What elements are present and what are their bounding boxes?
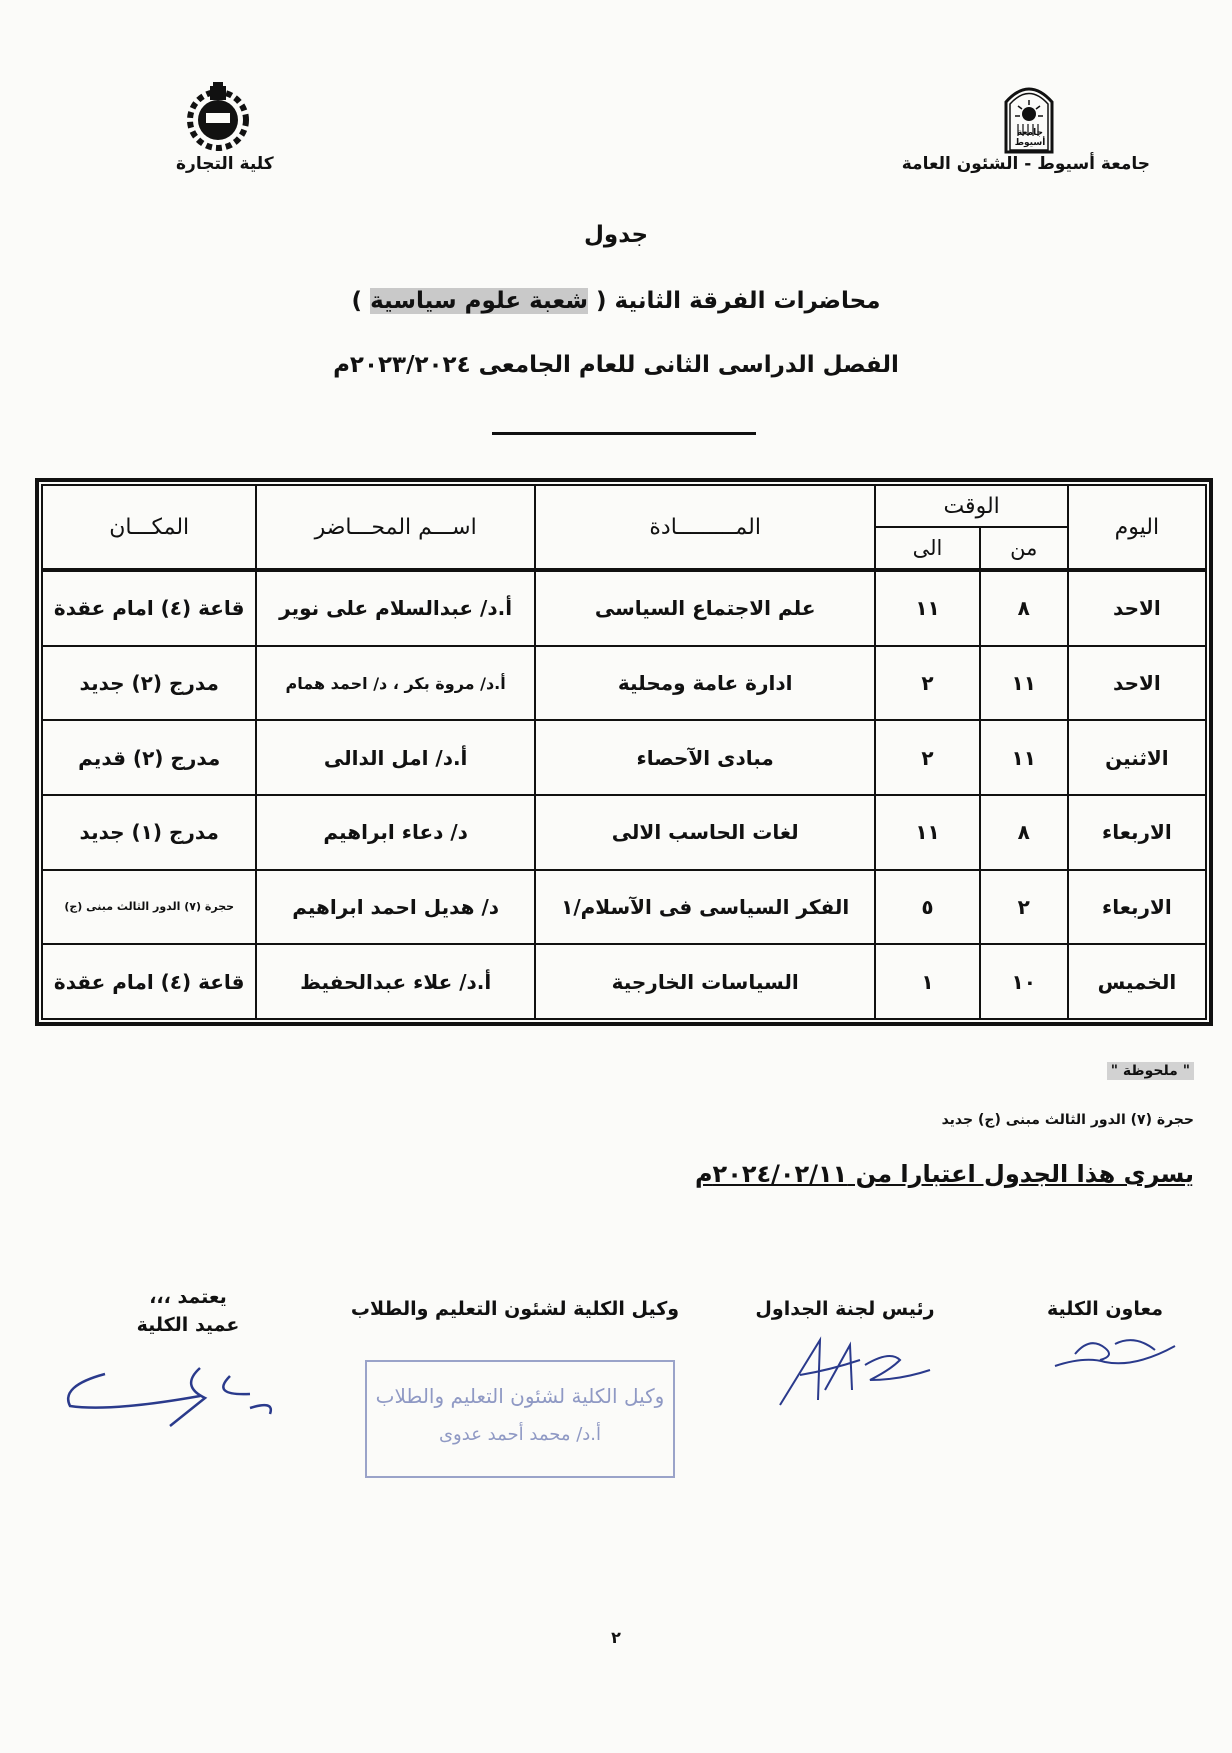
assistant-title: معاون الكلية	[1047, 1298, 1163, 1320]
cell-from: ١١	[980, 720, 1068, 795]
cell-place: قاعة (٤) امام عقدة	[42, 944, 256, 1019]
cell-lecturer: أ.د/ علاء عبدالحفيظ	[256, 944, 534, 1019]
title-divider	[492, 432, 756, 435]
cell-lecturer: د/ هديل احمد ابراهيم	[256, 870, 534, 945]
cell-to: ١١	[875, 570, 979, 646]
assistant-signature	[1045, 1326, 1195, 1376]
table-row	[42, 646, 1206, 721]
cell-lecturer: أ.د/ امل الدالى	[256, 720, 534, 795]
faculty-logo	[180, 80, 260, 152]
schedule-table	[41, 484, 1207, 1020]
cell-to: ٢	[875, 720, 979, 795]
table-row	[42, 795, 1206, 870]
vice-dean-stamp	[365, 1360, 675, 1478]
note-label: " ملحوظة "	[1107, 1062, 1194, 1080]
cell-day: الاحد	[1068, 570, 1206, 646]
cell-to: ١	[875, 944, 979, 1019]
subtitle-prefix: محاضرات الفرقة الثانية (	[588, 288, 881, 314]
cell-lecturer: د/ دعاء ابراهيم	[256, 795, 534, 870]
cell-day: الاثنين	[1068, 720, 1206, 795]
header-time: الوقت	[875, 485, 1067, 527]
cell-subject: السياسات الخارجية	[535, 944, 876, 1019]
stamp-line-2: أ.د/ محمد أحمد عدوى	[438, 1424, 602, 1445]
cell-from: ٢	[980, 870, 1068, 945]
cell-from: ٨	[980, 570, 1068, 646]
dean-signature	[50, 1356, 280, 1436]
cell-to: ٢	[875, 646, 979, 721]
cell-lecturer: أ.د/ عبدالسلام على نوير	[256, 570, 534, 646]
dean-title: عميد الكلية	[136, 1314, 240, 1336]
cell-subject: علم الاجتماع السياسى	[535, 570, 876, 646]
cell-from: ١١	[980, 646, 1068, 721]
cell-place: مدرج (٢) جديد	[42, 646, 256, 721]
document-title: جدول	[583, 222, 649, 248]
header-subject: المـــــــــادة	[535, 485, 876, 570]
table-row	[42, 870, 1206, 945]
note-text: حجرة (٧) الدور الثالث مبنى (ج) جديد	[941, 1112, 1194, 1128]
cell-to: ١١	[875, 795, 979, 870]
approve-label: يعتمد ،،،	[149, 1286, 227, 1308]
header-to: الى	[875, 527, 979, 570]
schedule-table-frame	[35, 478, 1213, 1026]
cell-day: الاربعاء	[1068, 870, 1206, 945]
cell-to: ٥	[875, 870, 979, 945]
cell-place: مدرج (١) جديد	[42, 795, 256, 870]
university-logo-text: جامعة أسيوط	[1014, 128, 1046, 148]
faculty-name: كلية التجارة	[176, 154, 274, 174]
committee-head-title: رئيس لجنة الجداول	[755, 1298, 935, 1320]
cell-day: الاحد	[1068, 646, 1206, 721]
header-lecturer: اســـم المحـــاضر	[256, 485, 534, 570]
cell-place: مدرج (٢) قديم	[42, 720, 256, 795]
subtitle-suffix: )	[351, 288, 371, 314]
header-place: المكـــان	[42, 485, 256, 570]
semester-title: الفصل الدراسى الثانى للعام الجامعى ٢٠٢٣/٢٠٢٤م	[333, 352, 899, 378]
cell-place: حجرة (٧) الدور الثالث مبنى (ج)	[42, 870, 256, 945]
cell-from: ١٠	[980, 944, 1068, 1019]
cell-day: الخميس	[1068, 944, 1206, 1019]
cell-subject: مبادى الآحصاء	[535, 720, 876, 795]
effective-date-note: يسرى هذا الجدول اعتبارا من ٢٠٢٤/٠٢/١١م	[694, 1160, 1194, 1188]
cell-subject: ادارة عامة ومحلية	[535, 646, 876, 721]
cell-subject: لغات الحاسب الالى	[535, 795, 876, 870]
stamp-line-1: وكيل الكلية لشئون التعليم والطلاب	[375, 1384, 665, 1408]
vice-dean-title: وكيل الكلية لشئون التعليم والطلاب	[350, 1298, 680, 1320]
committee-head-signature	[770, 1330, 940, 1410]
table-row	[42, 570, 1206, 646]
document-subtitle	[0, 288, 1232, 314]
cell-subject: الفكر السياسى فى الآسلام/١	[535, 870, 876, 945]
university-name: جامعة أسيوط - الشئون العامة	[901, 154, 1150, 174]
header-day: اليوم	[1068, 485, 1206, 570]
cell-place: قاعة (٤) امام عقدة	[42, 570, 256, 646]
table-row	[42, 720, 1206, 795]
cell-from: ٨	[980, 795, 1068, 870]
header-from: من	[980, 527, 1068, 570]
cell-day: الاربعاء	[1068, 795, 1206, 870]
subtitle-highlight: شعبة علوم سياسية	[370, 288, 589, 314]
table-row	[42, 944, 1206, 1019]
cell-lecturer: أ.د/ مروة بكر ، د/ احمد همام	[256, 646, 534, 721]
page-number: ٢	[611, 1628, 621, 1647]
